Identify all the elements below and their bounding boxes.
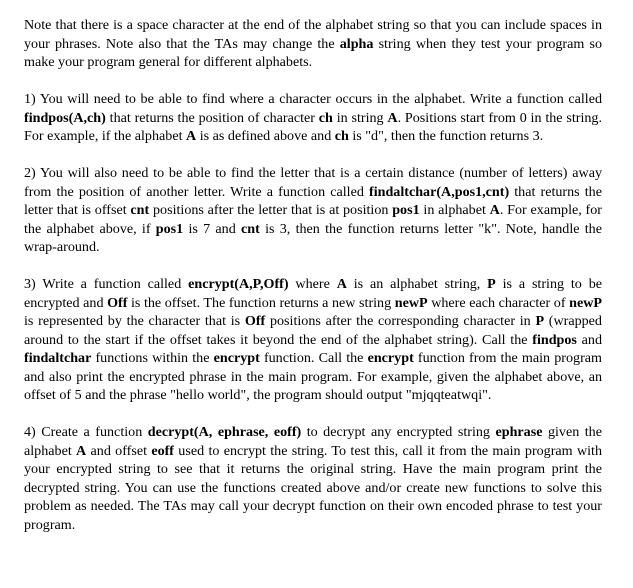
bold-term: Off	[107, 294, 128, 311]
bold-term: newP	[394, 294, 428, 311]
bold-term: A	[186, 128, 197, 144]
text-run: . Positions start from 0 in the string. For example, if the alphabet	[24, 109, 602, 144]
text-run: positions after the corresponding character in	[265, 313, 536, 329]
bold-term: A	[387, 109, 398, 126]
text-run: 2) You will also need to be able to find the letter that is a certain distance (number of letters) away from the position of another letter. Write a function called	[24, 165, 602, 200]
text-run: used to encrypt the string. To test this, call it from the main program with your encrypted string to see that it returns the original string. Have the main program print the decrypted string. You can use the functions created above and/or create new functions to solve this problem as needed. The TAs may call your decrypt function on their own encoded phrase to test your program.	[24, 442, 602, 533]
bold-term: cnt	[130, 202, 150, 218]
text-run: is "d", then the function returns 3.	[348, 128, 544, 144]
bold-term: alpha	[339, 35, 374, 52]
text-run: functions within the	[91, 350, 214, 366]
text-run: and	[576, 331, 603, 348]
bold-term: Off	[244, 313, 266, 329]
bold-term: cnt	[241, 220, 260, 237]
text-run: is the offset. The function returns a new string	[127, 294, 395, 311]
text-run: is a string to be encrypted and	[24, 276, 602, 311]
text-run: given the alphabet	[24, 424, 602, 459]
text-run: Note that there is a space character at the end of the alphabet string so that you can include spaces in your phrases. Note also that the TAs may change the	[24, 17, 602, 52]
bold-term: findpos(A,ch)	[24, 109, 106, 126]
bold-term: pos1	[392, 202, 420, 218]
paragraph-part-3	[24, 275, 602, 405]
bold-term: encrypt(A,P,Off)	[188, 276, 289, 292]
text-run: 1) You will need to be able to find where a character occurs in the alphabet. Write a function called	[24, 91, 602, 107]
text-run: function from the main program and also print the encrypted phrase in the main program. For example, given the alphabet above, an offset of 5 and the phrase "hello world", the program should output "mjqqteatwqi".	[24, 350, 602, 403]
text-run: is 7 and	[183, 220, 242, 237]
paragraph-part-4	[24, 423, 602, 534]
text-run: and offset	[86, 442, 152, 459]
text-run: in string	[332, 109, 388, 126]
text-run: function. Call the	[259, 350, 368, 366]
bold-term: decrypt(A, ephrase, eoff)	[147, 424, 302, 440]
bold-term: findaltchar(A,pos1,cnt)	[369, 183, 510, 200]
text-run: (wrapped around to the start if the offset takes it beyond the end of the alphabet string). Call the	[24, 313, 602, 348]
text-run: that returns the position of character	[105, 109, 319, 126]
bold-term: ch	[334, 128, 349, 144]
bold-term: ch	[318, 109, 333, 126]
text-run: string when they test your program so make your program general for different alphabets.	[24, 35, 602, 70]
text-run: that returns the letter that is offset	[24, 183, 602, 218]
document-body	[24, 16, 602, 534]
text-run: 4) Create a function	[24, 424, 148, 440]
bold-term: A	[489, 202, 500, 218]
paragraph-part-2	[24, 164, 602, 257]
paragraph-part-1	[24, 90, 602, 146]
text-run: is an alphabet string,	[346, 276, 488, 292]
text-run: in alphabet	[419, 202, 490, 218]
bold-term: P	[535, 313, 545, 329]
bold-term: eoff	[151, 442, 175, 459]
paragraph-intro	[24, 16, 602, 72]
bold-term: encrypt	[367, 350, 414, 366]
bold-term: findpos	[532, 331, 577, 348]
bold-term: pos1	[155, 220, 184, 237]
text-run: where	[288, 276, 337, 292]
bold-term: A	[76, 442, 87, 459]
text-run: is as defined above and	[196, 128, 335, 144]
bold-term: P	[487, 276, 496, 292]
text-run: where each character of	[427, 294, 570, 311]
bold-term: ephrase	[495, 424, 543, 440]
text-run: . For example, for the alphabet above, if	[24, 202, 602, 237]
text-run: is represented by the character that is	[24, 313, 245, 329]
text-run: positions after the letter that is at position	[149, 202, 393, 218]
text-run: 3) Write a function called	[24, 276, 189, 292]
bold-term: encrypt	[213, 350, 260, 366]
bold-term: A	[336, 276, 347, 292]
bold-term: newP	[569, 294, 602, 311]
text-run: is 3, then the function returns letter "k". Note, handle the wrap-around.	[24, 220, 602, 255]
text-run: to decrypt any encrypted string	[301, 424, 496, 440]
bold-term: findaltchar	[24, 350, 92, 366]
